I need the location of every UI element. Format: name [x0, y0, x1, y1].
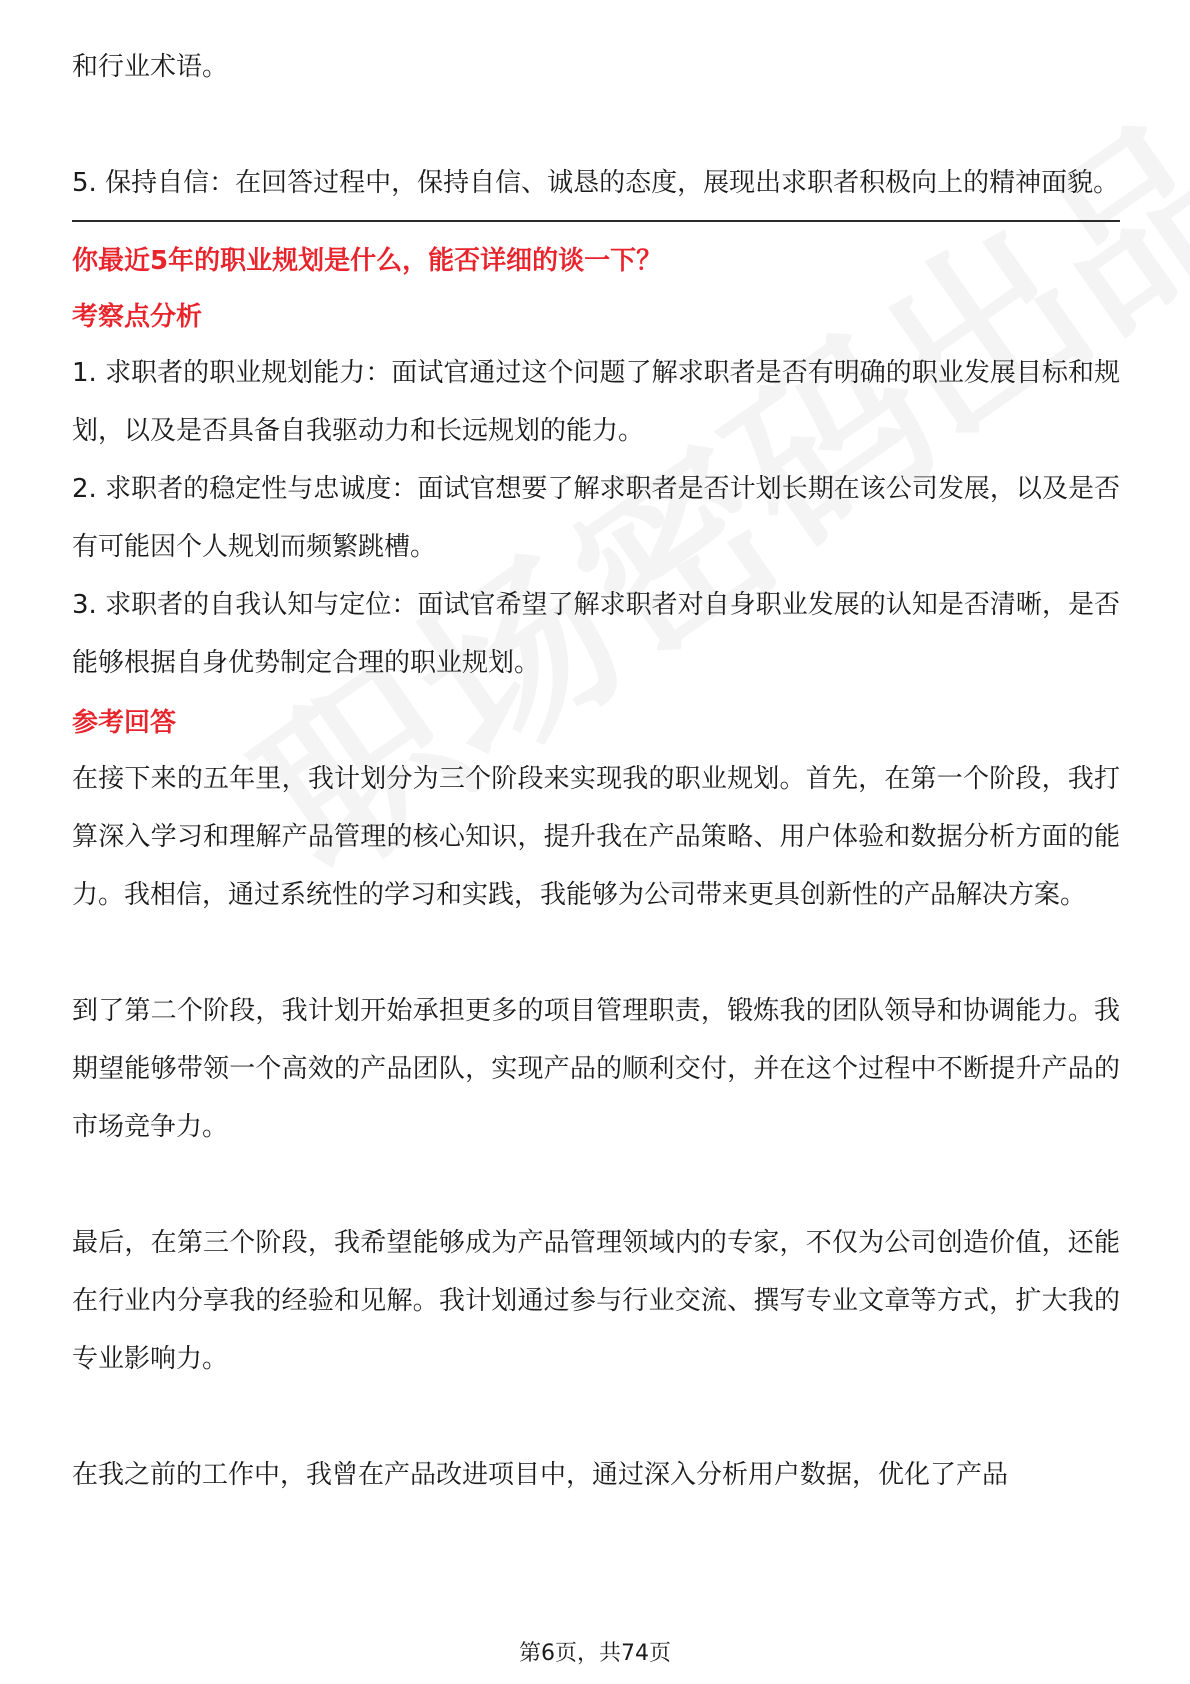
paragraph: 5. 保持自信：在回答过程中，保持自信、诚恳的态度，展现出求职者积极向上的精神面貌。 — [72, 168, 1120, 198]
analysis-heading: 考察点分析 — [72, 302, 203, 332]
paragraph: 和行业术语。 — [72, 52, 229, 82]
page-footer: 第6页，共74页 — [519, 1641, 671, 1666]
answer-paragraph: 在我之前的工作中，我曾在产品改进项目中，通过深入分析用户数据，优化了产品 — [72, 1460, 1009, 1490]
answer-paragraph: 到了第二个阶段，我计划开始承担更多的项目管理职责，锻炼我的团队领导和协调能力。我期望能够带领一个高效的产品团队，实现产品的顺利交付，并在这个过程中不断提升产品的市场竞争力。 — [72, 996, 1120, 1142]
answer-paragraph: 最后，在第三个阶段，我希望能够成为产品管理领域内的专家，不仅为公司创造价值，还能在行业内分享我的经验和见解。我计划通过参与行业交流、撰写专业文章等方式，扩大我的专业影响力。 — [72, 1228, 1120, 1374]
answer-paragraph: 在接下来的五年里，我计划分为三个阶段来实现我的职业规划。首先，在第一个阶段，我打算深入学习和理解产品管理的核心知识，提升我在产品策略、用户体验和数据分析方面的能力。我相信，通过系统性的学习和实践，我能够为公司带来更具创新性的产品解决方案。 — [72, 764, 1120, 910]
analysis-item: 3. 求职者的自我认知与定位：面试官希望了解求职者对自身职业发展的认知是否清晰，是否能够根据自身优势制定合理的职业规划。 — [72, 590, 1120, 678]
analysis-item: 2. 求职者的稳定性与忠诚度：面试官想要了解求职者是否计划长期在该公司发展，以及是否有可能因个人规划而频繁跳槽。 — [72, 474, 1120, 562]
page-content — [72, 0, 1120, 1504]
question-title: 你最近5年的职业规划是什么，能否详细的谈一下？ — [72, 246, 663, 276]
answer-heading: 参考回答 — [72, 708, 177, 738]
divider — [72, 220, 1120, 222]
analysis-item: 1. 求职者的职业规划能力：面试官通过这个问题了解求职者是否有明确的职业发展目标和规划，以及是否具备自我驱动力和长远规划的能力。 — [72, 358, 1120, 446]
